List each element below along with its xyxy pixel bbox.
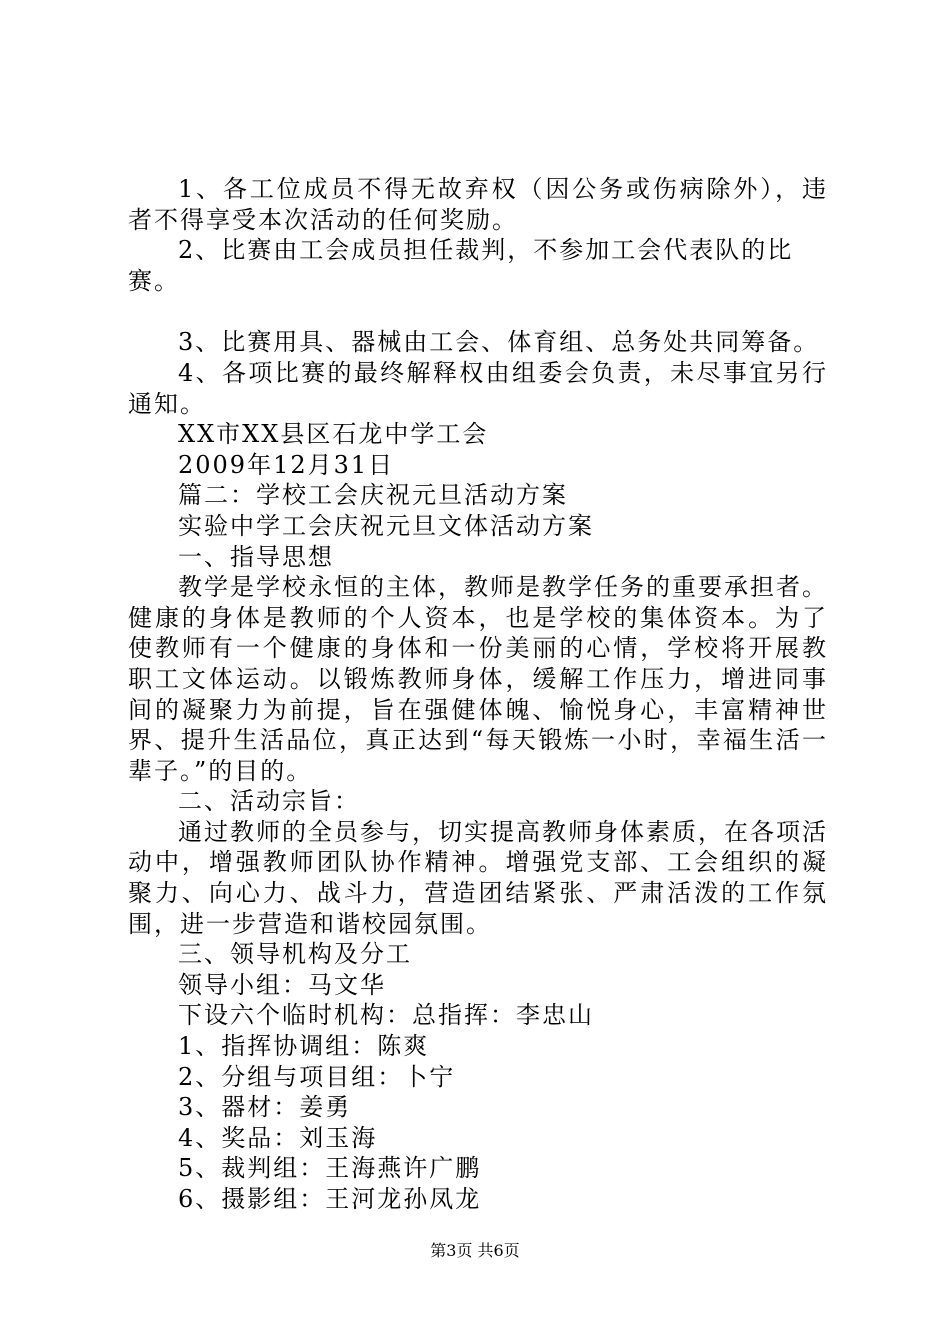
blank-line [128, 296, 828, 327]
paragraph: 2009年12月31日 [178, 450, 395, 479]
page-number-footer: 第3页 共6页 [430, 1241, 520, 1260]
list-item: 领导小组：马文华 [178, 970, 386, 999]
paragraph: 4、各项比赛的最终解释权由组委会负责，未尽事宜另行通知。 [128, 358, 828, 418]
paragraph: XX市XX县区石龙中学工会 [178, 420, 489, 449]
document-body [128, 174, 828, 1215]
paragraph: 2、比赛由工会成员担任裁判，不参加工会代表队的比赛。 [128, 236, 794, 295]
paragraph: 教学是学校永恒的主体，教师是教学任务的重要承担者。健康的身体是教师的个人资本，也是学校的集体资本。为了使教师有一个健康的身体和一份美丽的心情，学校将开展教职工文体运动。以锻炼教师身体，缓解工作压力，增进同事间的凝聚力为前提，旨在强健体魄、愉悦身心，丰富精神世界、提升生活品位，真正达到“每天锻炼一小时，幸福生活一辈子。”的目的。 [128, 573, 828, 785]
section-heading: 三、领导机构及分工 [178, 940, 412, 969]
list-item: 3、器材：姜勇 [178, 1093, 352, 1122]
section-heading: 二、活动宗旨： [178, 787, 360, 816]
list-item: 1、指挥协调组：陈爽 [178, 1032, 430, 1061]
list-item: 6、摄影组：王河龙孙凤龙 [178, 1185, 482, 1213]
paragraph: 3、比赛用具、器械由工会、体育组、总务处共同筹备。 [178, 328, 820, 357]
list-item: 4、奖品：刘玉海 [178, 1123, 378, 1152]
paragraph: 实验中学工会庆祝元旦文体活动方案 [178, 511, 594, 540]
paragraph: 篇二：学校工会庆祝元旦活动方案 [178, 481, 568, 510]
paragraph: 1、各工位成员不得无故弃权（因公务或伤病除外），违者不得享受本次活动的任何奖励。 [128, 175, 828, 234]
paragraph: 通过教师的全员参与，切实提高教师身体素质，在各项活动中，增强教师团队协作精神。增强党支部、工会组织的凝聚力、向心力、战斗力，营造团结紧张、严肃活泼的工作氛围，进一步营造和谐校园氛围。 [128, 817, 828, 938]
list-item: 下设六个临时机构：总指挥：李忠山 [178, 1001, 594, 1030]
section-heading: 一、指导思想 [178, 542, 334, 571]
list-item: 2、分组与项目组：卜宁 [178, 1062, 456, 1091]
list-item: 5、裁判组：王海燕许广鹏 [178, 1154, 482, 1183]
